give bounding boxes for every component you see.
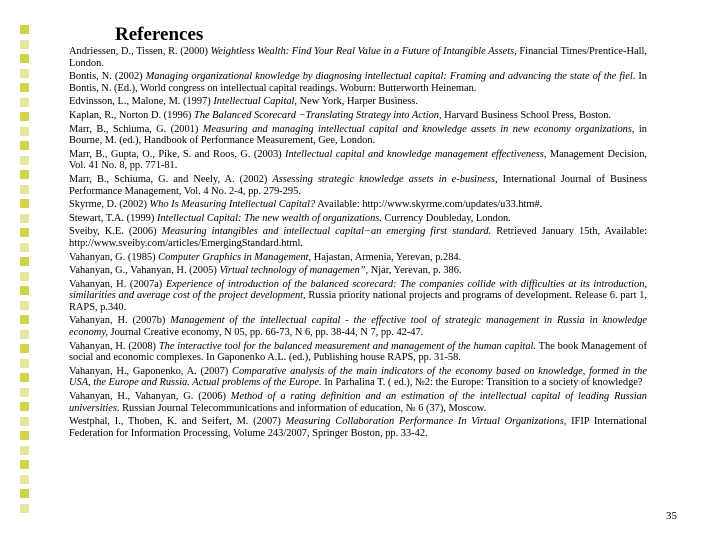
accent-square-icon xyxy=(20,40,29,49)
accent-square-icon xyxy=(20,214,29,223)
page-number: 35 xyxy=(666,510,677,522)
accent-square-icon xyxy=(20,69,29,78)
reference-item xyxy=(69,252,647,264)
reference-source: In Parhalina T. ( ed.), №2: the Europe: Transition to a society of knowledge? xyxy=(321,377,643,389)
accent-square-icon xyxy=(20,170,29,179)
reference-authors: Westphal, I., Thoben, K. and Seifert, M. (2007) xyxy=(69,416,286,428)
reference-title: Managing organizational knowledge by diagnosing intellectual capital: Framing and advancing the state of the fiel xyxy=(145,71,633,83)
reference-item xyxy=(69,341,647,364)
reference-authors: Kaplan, R., Norton D. (1996) xyxy=(69,109,194,121)
accent-square-icon xyxy=(20,431,29,440)
reference-source: New York, Harper Business. xyxy=(297,96,418,108)
reference-item xyxy=(69,174,647,197)
reference-title: Intellectual Capital: The new wealth of organizations. xyxy=(156,212,382,224)
accent-square-icon xyxy=(20,388,29,397)
reference-source: , Hajastan, Armenia, Yerevan, p.284. xyxy=(308,251,462,263)
accent-square-icon xyxy=(20,98,29,107)
reference-source: IFIP International Federation for Information Processing, Volume 243/2007, Springer Boston, pp. 33-42. xyxy=(69,416,647,439)
reference-authors: Sveiby, K.E. (2006) xyxy=(69,226,162,238)
reference-title: Comparative analysis of the main indicators of the economy based on knowledge, formed in the USA, the Europe and Russia. Actual problems of the Europe. xyxy=(69,365,647,389)
reference-source: . Russian Journal Telecommunications and information of education, № 6 (37), Moscow. xyxy=(116,402,487,414)
reference-source: Available: http://www.skyrme.com/updates/u33.htm#. xyxy=(315,199,543,211)
reference-title: Virtual technology of managemen”, xyxy=(219,265,369,277)
reference-authors: Skyrme, D. (2002) xyxy=(69,199,150,211)
reference-authors: Vahanyan, H. (2007b) xyxy=(69,315,171,327)
reference-source: Russia priority national projects and programs of development. Release 6. part 1, RAPS, p.340. xyxy=(69,290,647,313)
accent-square-icon xyxy=(20,243,29,252)
accent-square-icon xyxy=(20,83,29,92)
reference-source: in Bourne, M. (ed.), Handbook of Performance Measurement, Gee, London. xyxy=(69,123,647,147)
reference-authors: Vahanyan, G., Vahanyan, H. (2005) xyxy=(69,265,220,277)
accent-square-icon xyxy=(20,446,29,455)
accent-square-icon xyxy=(20,504,29,513)
reference-item xyxy=(69,213,647,225)
reference-title: Intellectual Capital, xyxy=(213,96,298,108)
accent-square-icon xyxy=(20,112,29,121)
accent-square-icon xyxy=(20,460,29,469)
reference-authors: Andriessen, D., Tissen, R. (2000) xyxy=(69,46,211,57)
reference-title: Assessing strategic knowledge assets in e-business xyxy=(272,173,495,185)
accent-square-icon xyxy=(20,228,29,237)
reference-item xyxy=(69,46,647,69)
reference-source: The book Management of social and economic complexes. In Gaponenko A.L. (ed.), Publishing house RAPS, pp. 31-58. xyxy=(69,340,647,364)
accent-square-icon xyxy=(20,185,29,194)
accent-square-icon xyxy=(20,25,29,34)
reference-item xyxy=(69,265,647,277)
reference-authors: Marr, B., Gupta, O., Pike, S. and Roos, G. (2003) xyxy=(69,148,286,160)
reference-source: Currency Doubleday, London. xyxy=(381,212,511,224)
accent-square-icon xyxy=(20,402,29,411)
accent-square-icon xyxy=(20,373,29,382)
accent-square-icon xyxy=(20,475,29,484)
accent-square-icon xyxy=(20,127,29,136)
reference-source: Njar, Yerevan, p. 386. xyxy=(368,265,462,277)
reference-authors: Edvinsson, L., Malone, M. (1997) xyxy=(69,96,214,108)
reference-title: Measuring intangibles and intellectual capital−an emerging first standard. xyxy=(161,226,492,238)
accent-square-icon xyxy=(20,417,29,426)
reference-item xyxy=(69,366,647,389)
reference-item xyxy=(69,279,647,314)
reference-authors: Vahanyan, H. (2008) xyxy=(69,340,159,352)
reference-title: Weightless Wealth: Find Your Real Value in a Future of Intangible Assets xyxy=(210,46,515,57)
reference-title: Intellectual capital and knowledge management effectiveness xyxy=(285,148,544,160)
references-list xyxy=(69,46,647,441)
reference-authors: Vahanyan, H., Gaponenko, A. (2007) xyxy=(69,365,233,377)
reference-item xyxy=(69,416,647,439)
accent-square-icon xyxy=(20,199,29,208)
accent-square-icon xyxy=(20,54,29,63)
reference-title: Measuring and managing intellectual capital and knowledge assets in new economy organizations, xyxy=(202,123,635,135)
page-title: References xyxy=(115,24,204,45)
reference-source: Harvard Business School Press, Boston. xyxy=(441,109,611,121)
accent-square-icon xyxy=(20,359,29,368)
accent-square-icon xyxy=(20,141,29,150)
accent-square-icon xyxy=(20,257,29,266)
accent-square-icon xyxy=(20,330,29,339)
reference-source: Retrieved January 15th, Available: http://www.sveiby.com/articles/EmergingStandard.html. xyxy=(69,226,647,249)
reference-item xyxy=(69,110,647,122)
reference-title: Experience of introduction of the balanced scorecard: The companies collide with difficulties at its introduction, similarities and average cost of the project development, xyxy=(69,278,647,302)
reference-authors: Marr, B., Schiuma, G. (2001) xyxy=(69,123,203,135)
reference-source: , Financial Times/Prentice-Hall, London. xyxy=(69,46,647,69)
reference-item xyxy=(69,149,647,172)
reference-title: Computer Graphics in Management xyxy=(158,251,309,263)
reference-authors: Stewart, T.A. (1999) xyxy=(69,212,157,224)
reference-source: , Management Decision, Vol. 41 No. 8, pp. 771-81. xyxy=(69,148,648,172)
reference-source: . In Bontis, N. (Ed.), World congress on intellectual capital readings. Woburn: Butterworth Heineman. xyxy=(69,71,647,94)
reference-source: Journal Creative economy, N 05, pp. 66-73, N 6, pp. 38-44, N 7, pp. 42-47. xyxy=(107,327,424,339)
reference-title: The interactive tool for the balanced measurement and management of the human capital. xyxy=(158,340,537,352)
reference-title: The Balanced Scorecard −Translating Strategy into Action, xyxy=(193,109,442,121)
reference-authors: Vahanyan, H., Vahanyan, G. (2006) xyxy=(69,391,231,403)
accent-square-icon xyxy=(20,489,29,498)
accent-square-icon xyxy=(20,156,29,165)
reference-title: Who Is Measuring Intellectual Capital? xyxy=(149,199,316,211)
accent-square-icon xyxy=(20,272,29,281)
reference-item xyxy=(69,96,647,108)
reference-title: Method of a rating definition and an estimation of the intellectual capital of leading Russian universities xyxy=(69,391,648,414)
reference-authors: Bontis, N. (2002) xyxy=(69,71,146,83)
accent-square-icon xyxy=(20,301,29,310)
reference-authors: Vahanyan, G. (1985) xyxy=(69,251,159,263)
accent-squares-decoration xyxy=(20,25,34,515)
reference-authors: Marr, B., Schiuma, G. and Neely, A. (2002) xyxy=(69,173,273,185)
reference-item xyxy=(69,226,647,249)
reference-title: Management of the intellectual capital - the effective tool of strategic management in Russia in knowledge economy, xyxy=(69,315,648,339)
reference-source: , International Journal of Business Performance Management, Vol. 4 No. 2-4, pp. 279-295. xyxy=(69,173,647,197)
accent-square-icon xyxy=(20,286,29,295)
reference-title: Measuring Collaboration Performance In Virtual Organizations, xyxy=(285,416,567,428)
accent-square-icon xyxy=(20,344,29,353)
reference-item xyxy=(69,391,647,414)
reference-item xyxy=(69,315,647,338)
reference-item xyxy=(69,71,647,94)
accent-square-icon xyxy=(20,315,29,324)
reference-authors: Vahanyan, H. (2007a) xyxy=(69,278,166,290)
reference-item xyxy=(69,124,647,147)
reference-item xyxy=(69,199,647,211)
